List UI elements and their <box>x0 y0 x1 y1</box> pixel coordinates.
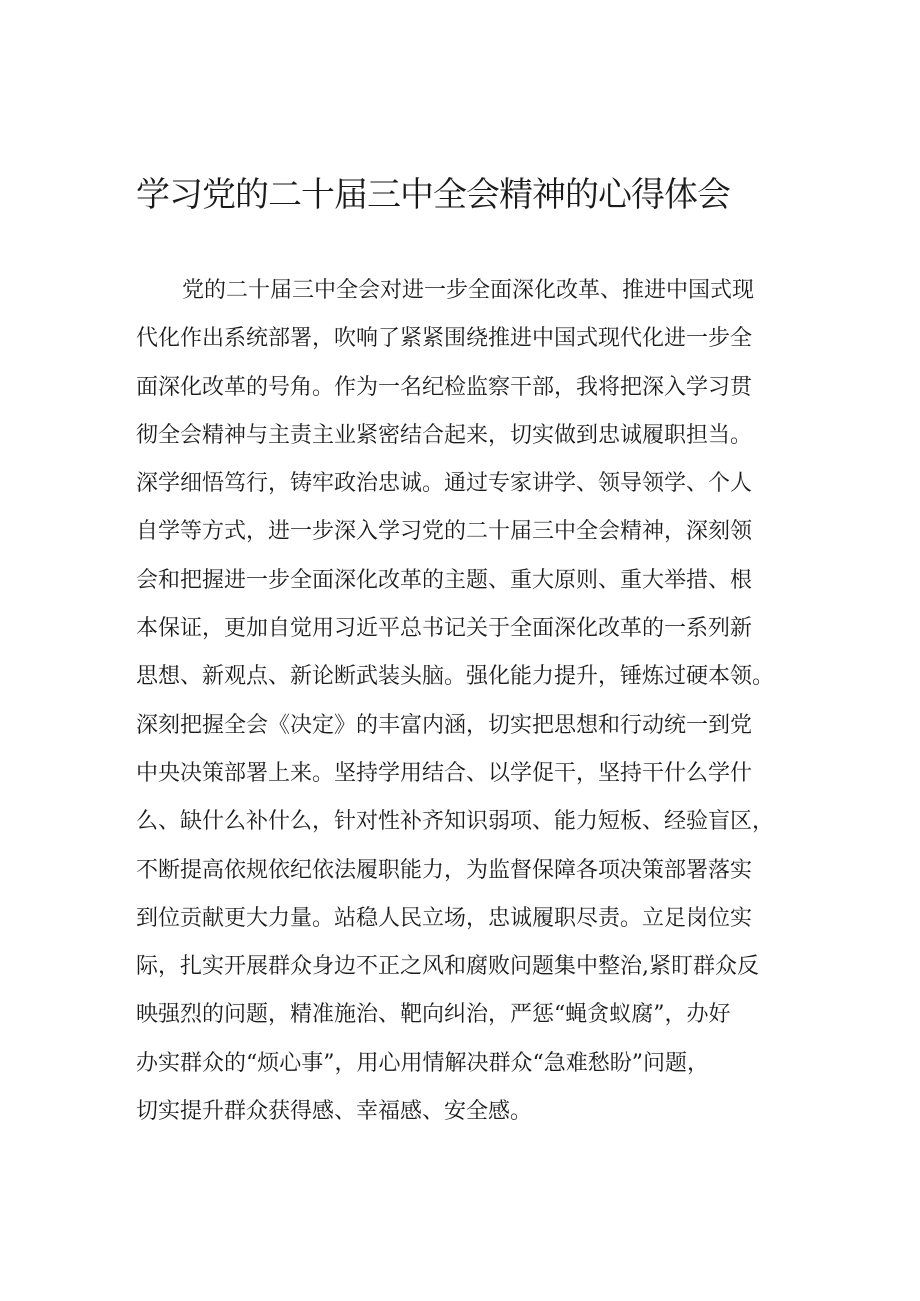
paragraph-line: 映强烈的问题，精准施治、靶向纠治，严惩“蝇贪蚁腐”，办好 <box>136 1002 731 1028</box>
paragraph-line: 深学细悟笃行，铸牢政治忠诚。通过专家讲学、领导领学、个人 <box>136 471 753 497</box>
paragraph-line: 彻全会精神与主责主业紧密结合起来，切实做到忠诚履职担当。 <box>136 422 753 448</box>
paragraph-line: 本保证，更加自觉用习近平总书记关于全面深化改革的一系列新 <box>136 616 753 642</box>
document-title: 学习党的二十届三中全会精神的心得体会 <box>136 175 730 215</box>
document-body <box>136 267 812 1136</box>
paragraph-line: 深刻把握全会《决定》的丰富内涵，切实把思想和行动统一到党 <box>136 712 753 738</box>
paragraph-line: 到位贡献更大力量。站稳人民立场，忠诚履职尽责。立足岗位实 <box>136 905 753 931</box>
paragraph-line: 际，扎实开展群众身边不正之风和腐败问题集中整治,紧盯群众反 <box>136 954 759 980</box>
paragraph-line: 面深化改革的号角。作为一名纪检监察干部，我将把深入学习贯 <box>136 374 753 400</box>
paragraph-line: 党的二十届三中全会对进一步全面深化改革、推进中国式现 <box>182 278 755 303</box>
paragraph-line: 办实群众的“烦心事”，用心用情解决群众“急难愁盼”问题， <box>136 1050 709 1076</box>
paragraph-line: 不断提高依规依纪依法履职能力，为监督保障各项决策部署落实 <box>136 857 753 883</box>
paragraph-line: 中央决策部署上来。坚持学用结合、以学促干，坚持干什么学什 <box>136 760 753 786</box>
paragraph-line: 么、缺什么补什么，针对性补齐知识弱项、能力短板、经验盲区， <box>136 809 775 835</box>
paragraph-line: 思想、新观点、新论断武装头脑。强化能力提升，锤炼过硬本领。 <box>136 664 775 690</box>
paragraph-line: 代化作出系统部署，吹响了紧紧围绕推进中国式现代化进一步全 <box>136 326 753 352</box>
paragraph-line: 切实提升群众获得感、幸福感、安全感。 <box>136 1099 533 1125</box>
paragraph-line: 自学等方式，进一步深入学习党的二十届三中全会精神，深刻领 <box>136 519 753 545</box>
paragraph-line: 会和把握进一步全面深化改革的主题、重大原则、重大举措、根 <box>136 567 753 593</box>
